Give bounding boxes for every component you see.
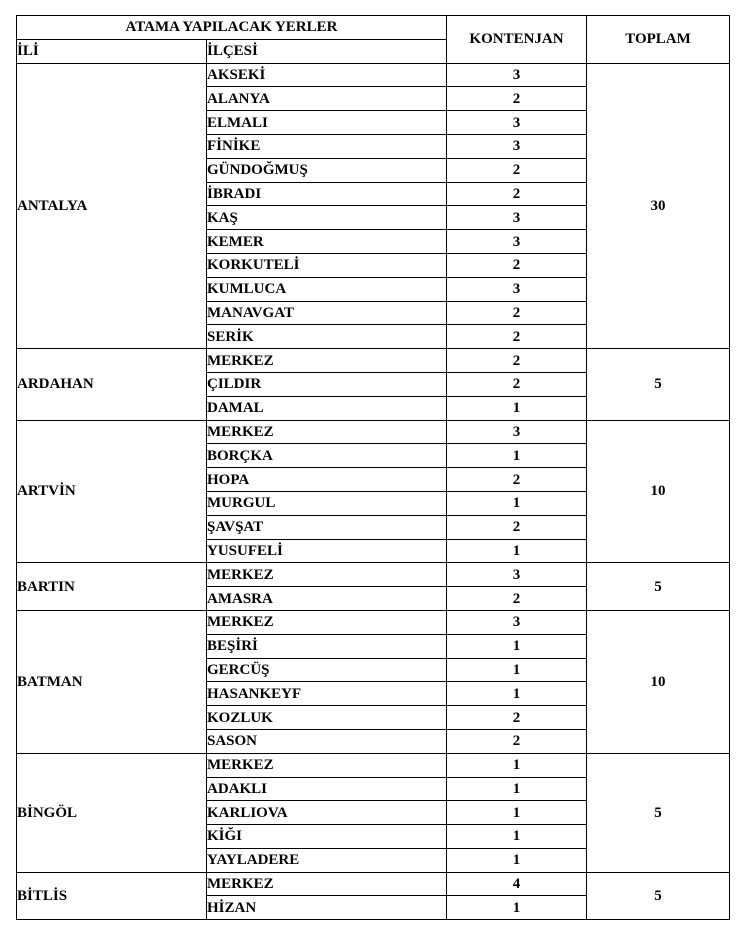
district-name: KOZLUK: [207, 706, 447, 730]
district-quota: 1: [447, 777, 587, 801]
province-name: BİNGÖL: [17, 753, 207, 872]
district-quota: 2: [447, 515, 587, 539]
district-quota: 3: [447, 277, 587, 301]
district-name: AKSEKİ: [207, 63, 447, 87]
district-quota: 2: [447, 349, 587, 373]
table-header: [17, 16, 730, 64]
district-quota: 3: [447, 63, 587, 87]
table-row: [17, 63, 730, 87]
table-body: [17, 63, 730, 920]
district-quota: 1: [447, 825, 587, 849]
district-quota: 3: [447, 610, 587, 634]
district-name: MERKEZ: [207, 563, 447, 587]
district-quota: 2: [447, 468, 587, 492]
district-name: ELMALI: [207, 111, 447, 135]
district-quota: 1: [447, 682, 587, 706]
province-name: BİTLİS: [17, 872, 207, 920]
district-name: SERİK: [207, 325, 447, 349]
table-row: [17, 563, 730, 587]
district-quota: 3: [447, 111, 587, 135]
district-quota: 3: [447, 563, 587, 587]
district-quota: 2: [447, 158, 587, 182]
district-name: KUMLUCA: [207, 277, 447, 301]
district-quota: 1: [447, 396, 587, 420]
province-total: 5: [587, 872, 730, 920]
table-row: [17, 420, 730, 444]
district-name: HİZAN: [207, 896, 447, 920]
district-name: KARLIOVA: [207, 801, 447, 825]
district-name: GÜNDOĞMUŞ: [207, 158, 447, 182]
table-row: [17, 610, 730, 634]
district-quota: 1: [447, 753, 587, 777]
province-total: 5: [587, 563, 730, 611]
province-name: ARTVİN: [17, 420, 207, 563]
district-name: ŞAVŞAT: [207, 515, 447, 539]
district-name: ALANYA: [207, 87, 447, 111]
district-quota: 1: [447, 539, 587, 563]
district-name: MERKEZ: [207, 420, 447, 444]
district-name: MERKEZ: [207, 753, 447, 777]
province-name: ANTALYA: [17, 63, 207, 349]
district-name: FİNİKE: [207, 134, 447, 158]
district-quota: 1: [447, 848, 587, 872]
province-total: 30: [587, 63, 730, 349]
district-name: YAYLADERE: [207, 848, 447, 872]
district-name: GERCÜŞ: [207, 658, 447, 682]
district-quota: 1: [447, 896, 587, 920]
province-name: BATMAN: [17, 610, 207, 753]
district-quota: 3: [447, 134, 587, 158]
district-quota: 1: [447, 801, 587, 825]
district-name: KAŞ: [207, 206, 447, 230]
district-name: ADAKLI: [207, 777, 447, 801]
province-name: BARTIN: [17, 563, 207, 611]
header-ilce: İLÇESİ: [207, 39, 447, 63]
district-quota: 2: [447, 587, 587, 611]
district-quota: 1: [447, 491, 587, 515]
table-row: [17, 753, 730, 777]
district-name: KEMER: [207, 230, 447, 254]
district-name: MURGUL: [207, 491, 447, 515]
district-name: MERKEZ: [207, 610, 447, 634]
province-total: 10: [587, 610, 730, 753]
district-name: SASON: [207, 729, 447, 753]
district-name: BORÇKA: [207, 444, 447, 468]
district-quota: 2: [447, 301, 587, 325]
district-name: DAMAL: [207, 396, 447, 420]
header-il: İLİ: [17, 39, 207, 63]
district-quota: 2: [447, 87, 587, 111]
district-quota: 2: [447, 253, 587, 277]
province-total: 5: [587, 349, 730, 420]
district-name: KORKUTELİ: [207, 253, 447, 277]
table-row: [17, 349, 730, 373]
district-name: ÇILDIR: [207, 372, 447, 396]
district-name: HASANKEYF: [207, 682, 447, 706]
district-name: KİĞI: [207, 825, 447, 849]
district-quota: 2: [447, 182, 587, 206]
district-quota: 1: [447, 658, 587, 682]
district-quota: 3: [447, 230, 587, 254]
district-name: MERKEZ: [207, 872, 447, 896]
header-kontenjan: KONTENJAN: [447, 16, 587, 64]
district-quota: 3: [447, 206, 587, 230]
district-quota: 2: [447, 706, 587, 730]
district-quota: 2: [447, 372, 587, 396]
district-quota: 4: [447, 872, 587, 896]
province-total: 10: [587, 420, 730, 563]
district-name: İBRADI: [207, 182, 447, 206]
header-toplam: TOPLAM: [587, 16, 730, 64]
province-total: 5: [587, 753, 730, 872]
province-name: ARDAHAN: [17, 349, 207, 420]
district-quota: 1: [447, 444, 587, 468]
district-name: AMASRA: [207, 587, 447, 611]
assignment-table: [16, 15, 730, 920]
district-name: MANAVGAT: [207, 301, 447, 325]
table-row: [17, 872, 730, 896]
district-name: BEŞİRİ: [207, 634, 447, 658]
district-name: MERKEZ: [207, 349, 447, 373]
district-quota: 1: [447, 634, 587, 658]
district-quota: 2: [447, 325, 587, 349]
district-name: HOPA: [207, 468, 447, 492]
district-quota: 2: [447, 729, 587, 753]
header-title: ATAMA YAPILACAK YERLER: [17, 16, 447, 40]
district-name: YUSUFELİ: [207, 539, 447, 563]
district-quota: 3: [447, 420, 587, 444]
